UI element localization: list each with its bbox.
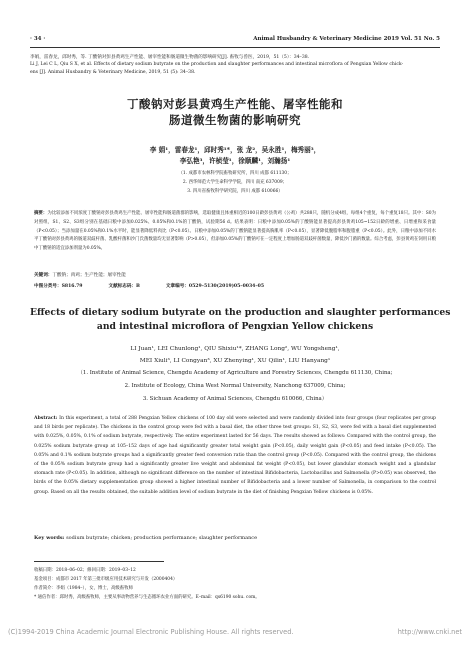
cn-affiliation-3: 3. 四川省畜牧科学研究院，四川 成都 610066） (187, 188, 283, 194)
en-affiliations (30, 367, 440, 406)
cn-abstract-label: 摘要： (34, 211, 48, 216)
copyright-text: (C)1994-2019 China Academic Journal Electronic Publishing House. All rights reserved. (8, 628, 294, 636)
footnotes (34, 566, 436, 602)
en-title-line2: and intestinal microflora of Pengxian Yellow chickens (96, 321, 374, 332)
citation-block (30, 54, 440, 76)
journal-header: Animal Husbandry & Veterinary Medicine 2019 Vol. 51 No. 5 (253, 36, 440, 42)
en-affiliation-3: 3. Sichuan Academy of Animal Sciences, Chengdu 610066, China） (142, 396, 328, 402)
en-abstract-label: Abstract: (34, 416, 58, 421)
article-number: 文章编号：0529–5130(2019)05–0034–05 (165, 284, 265, 289)
footnote-author-bio: 作者简介：李娟（1984–），女，博士，高级畜牧师 (34, 586, 133, 591)
cn-authors (30, 145, 440, 167)
citation-cn: 李娟，雷春龙，邱时秀，等. 丁酸钠对彭县黄鸡生产性能、屠宰性能和肠道微生物菌的影响研究[J]. 畜牧与兽医，2019，51（5）：34–38. (30, 55, 310, 60)
en-affiliation-2: 2. Institute of Ecology, China West Normal University, Nanchong 637009, China; (124, 383, 346, 389)
cn-title (30, 96, 440, 128)
cn-title-line1: 丁酸钠对彭县黄鸡生产性能、屠宰性能和 (127, 97, 343, 111)
cn-abstract (34, 210, 436, 254)
clc-number: 中图分类号：S816.79 (34, 284, 83, 289)
en-authors-line1: LI Juan¹, LEI Chunlong¹, QIU Shixiu¹*, ZHANG Long², WU Yongsheng¹, (130, 346, 340, 352)
en-keywords-text: sodium butyrate; chicken; production performance; slaughter performance (66, 535, 258, 541)
en-title (30, 306, 451, 334)
en-keywords (34, 534, 436, 542)
document-code: 文献标志码：B (108, 284, 140, 289)
en-abstract (34, 414, 436, 497)
citation-en-line1: Li J, Lei C L, Qiu S X, et al. Effects of dietary sodium butyrate on the production and slaughter performances and intestinal microflora of Pengxian Yellow chick- (30, 62, 404, 68)
running-head (30, 36, 440, 46)
en-authors (30, 343, 440, 367)
cn-authors-line2: 李弘艳³，许桢莹¹，徐顺麟¹，刘瀚扬¹ (179, 157, 291, 165)
en-title-line1: Effects of dietary sodium butyrate on the production and slaughter performances (30, 307, 451, 318)
cn-affiliation-1: （1. 成都市农林科学院畜牧研究所，四川 成都 611130； (178, 171, 292, 176)
en-keywords-label: Key words: (34, 535, 65, 541)
footnote-received: 收稿日期：2018–06–02；修回日期：2019–03–12 (34, 568, 136, 573)
citation-en-line2: ens [J]. Animal Husbandry & Veterinary Medicine, 2019, 51 (5): 34–38. (30, 69, 196, 75)
footnote-funding: 基金项目：成都市 2017 年第三批市级应用技术研究与开发（2000404） (34, 577, 178, 582)
cn-keywords-text: 丁酸钠；肉鸡；生产性能；屠宰性能 (52, 273, 126, 278)
en-authors-line2: MEI Xiuli³, LI Congyan³, XU Zhenying¹, XU Qilin¹, LIU Hanyang¹ (139, 358, 331, 364)
en-abstract-text: In this experiment, a total of 288 Pengxian Yellow chickens of 100 day old were selected and were randomly divided into four groups (four replicates per group and 18 birds per replicate). The chickens in the control group were fed with a basal diet, the other three test groups: S1, S2, S3, were fed with a basal diet supplemented with 0.025%, 0.05%, 0.1% of sodium butyrate, respectively. The entire experiment lasted for 56 days. The results showed as follows: Compared with the control group, the 0.025% sodium butyrate group at 105–152 days of age had significantly greater total weight gain (P<0.05), daily weight gain (P<0.05) and feed intake (P<0.05). The 0.05% and 0.1% sodium butyrate groups had a significantly greater feed conversion ratio than the control group (P<0.05). Compared with the control group, the chickens of the 0.05% sodium butyrate group had a significantly greater live weight and abdominal fat weight (P<0.05), but lower glandular stomach weight and a glandular stomach rate (P<0.05). In addition, although no significant difference on the number of intestinal Bifidobacteria, Lactobacillus and Salmonella (P>0.05) was observed, the birds of the 0.05% dietary supplementation group showed a higher intestinal number of Bifidobacteria and a lower number of Salmonella, in comparison to the control group. Based on all the results obtained, the suitable addition level of sodium butyrate in the diet of finishing Pengxian Yellow chickens is 0.05%. (34, 416, 436, 495)
en-affiliation-1: （1. Institute of Animal Science, Chengdu Academy of Agriculture and Forestry Sciences, Chengdu 611130, China; (77, 370, 393, 376)
cn-affiliation-2: 2. 西华师范大学生命科学学院，四川 南充 637009； (182, 179, 288, 185)
cnki-url: http://www.cnki.net (397, 628, 462, 636)
cn-authors-line1: 李 娟¹，雷春龙¹，邱时秀¹*，张 龙²，吴永胜¹，梅秀丽³， (149, 146, 321, 154)
cn-abstract-text: 为比较添加不同浓度丁酸钠对彭县黄鸡生产性能、屠宰性能和肠道菌群的影响，选取健康且体重相近的100日龄彭县黄鸡（公鸡）共288只，随机分成4组，每组4个重复，每个重复18只。其中：S0为对照组，S1、S2、S3组分别在基础日粮中添加0.025%、0.05%和0.1%的丁酸钠，试验期56 d。结果表明：日粮中添加0.05%的丁酸钠能显著提高彭县黄鸡105~152日龄的增重、日增重和采食量（P<0.05）；当添加量在0.05%和0.1%水平时，能显著降低料肉比（P<0.05）。日粮中添加0.05%的丁酸钠能显著提高胸肌率（P<0.05），显著降低腹脂率和腹脂重（P<0.05）。此外，日粮中添加不同水平丁酸钠对彭县黄鸡的肠道双歧杆菌、乳酸杆菌和沙门氏菌数量均无显著影响（P>0.05），但添加0.05%的丁酸钠可在一定程度上增加肠道双歧杆菌数量，降低沙门菌的数量。综合考虑，彭县黄鸡在饲用日粮中丁酸钠的适宜添加剂量为0.05%。 (34, 211, 436, 252)
footnote-rule (34, 561, 164, 562)
cn-keywords-label: 关键词： (34, 273, 53, 278)
cn-affiliations (30, 170, 440, 196)
page-number: · 34 · (30, 36, 46, 42)
cn-classification (34, 283, 436, 290)
cn-title-line2: 肠道微生物菌的影响研究 (169, 113, 301, 127)
copyright-watermark (8, 628, 462, 637)
header-rule (30, 47, 440, 48)
footnote-corresponding: * 通信作者：邱时秀，高级畜牧师，主要从事动物营养与生态循环农业方面的研究。E–mail：qs6190 sohu. com。 (34, 595, 260, 600)
cn-keywords (34, 272, 436, 279)
